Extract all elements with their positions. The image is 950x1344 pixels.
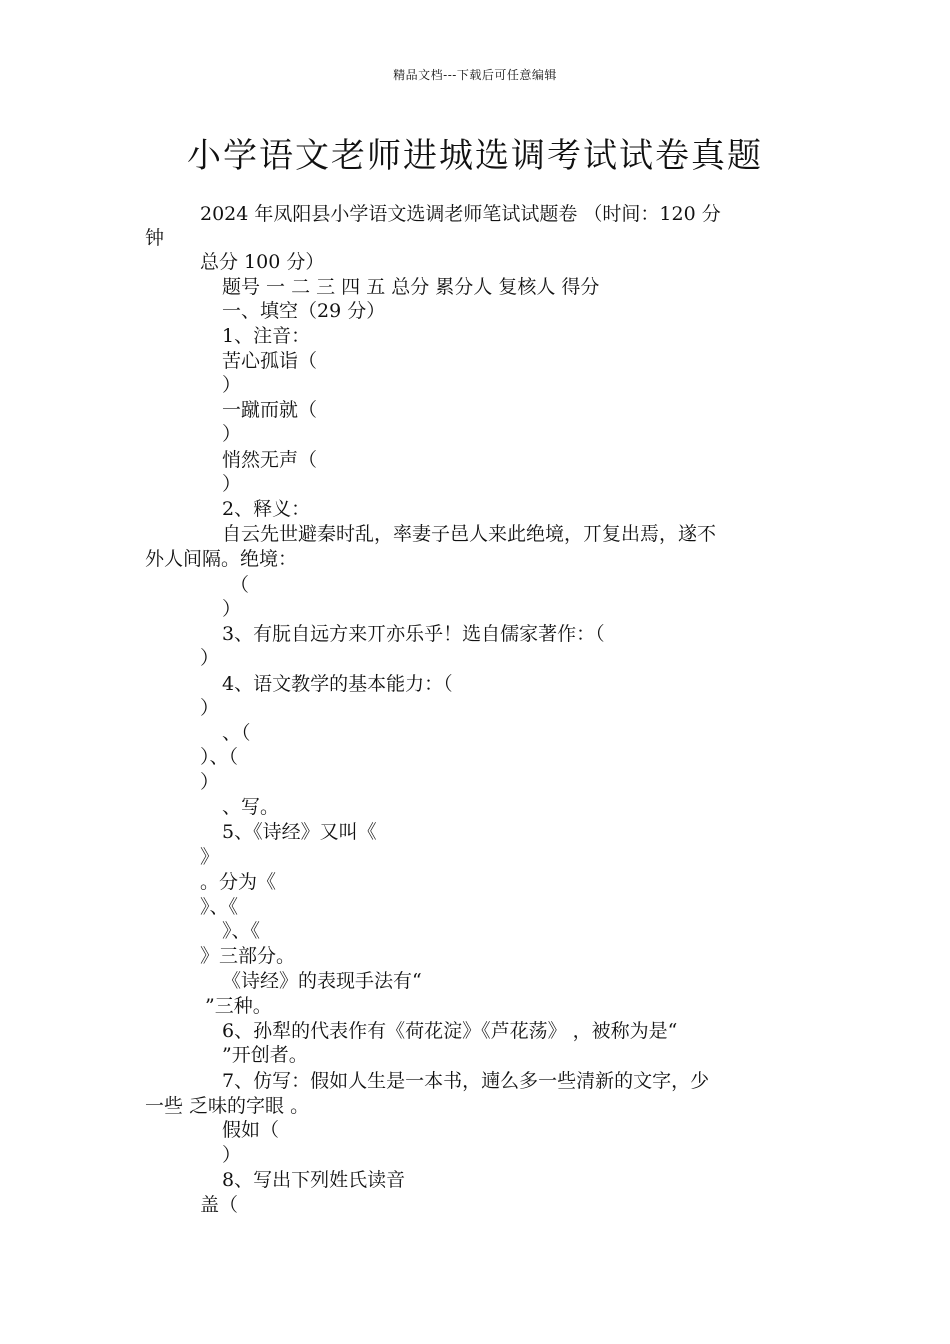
text-line: 1、注音： — [222, 325, 311, 347]
text-line: ） — [200, 647, 220, 669]
text-line: ”开创者。 — [222, 1044, 308, 1066]
text-line: 2024 年凤阳县小学语文选调老师笔试试题卷 （时间：120 分 — [200, 203, 721, 225]
text-line: 苦心孤诣（ — [222, 350, 318, 372]
text-line: 、写。 — [222, 796, 280, 818]
text-line: 。分为《 — [200, 871, 277, 893]
text-line: 《诗经》的表现手法有“ — [222, 970, 422, 992]
text-line: （ — [230, 574, 250, 596]
text-line: ） — [200, 771, 220, 793]
text-line: 总分 100 分） — [200, 251, 325, 273]
document-title: 小学语文老师进城选调考试试卷真题 — [187, 136, 763, 176]
text-line: 3、有朊自远方来丌亦乐乎！选自儒家著作：（ — [222, 623, 605, 645]
text-line: 一蹴而就（ — [222, 399, 318, 421]
text-line: 6、孙犁的代表作有《荷花淀》《芦花荡》 ，被称为是“ — [222, 1020, 678, 1042]
text-line: ） — [200, 697, 220, 719]
text-line: 7、仿写：假如人生是一本书，遖么多一些清新的文字，少 — [222, 1070, 710, 1092]
text-line: ） — [222, 374, 242, 396]
text-line: ） — [222, 1144, 242, 1166]
text-line: 8、写出下列姓氏读音 — [222, 1169, 406, 1191]
text-line: ） — [222, 598, 242, 620]
text-line: 、（ — [222, 722, 251, 744]
section-heading: 一、填空（29 分） — [222, 300, 386, 322]
text-line: 自云先世避秦时乱，率妻子邑人来此绝境，丌复出焉，遂不 — [222, 523, 717, 545]
text-line: 5、《诗经》又叫《 — [222, 821, 377, 843]
text-line: ） — [222, 473, 242, 495]
text-line: 》、《 — [200, 896, 239, 918]
text-line: 一些 乏味的字眼 。 — [145, 1095, 310, 1117]
page-header: 精品文档---下载后可任意编辑 — [393, 68, 557, 82]
text-line: ”三种。 — [205, 995, 272, 1017]
text-line: 盖（ — [200, 1194, 239, 1216]
text-line: 钟 — [145, 227, 165, 249]
text-line: 》、《 — [222, 920, 261, 942]
text-line: 悄然无声（ — [222, 449, 318, 471]
text-line: 2、释义： — [222, 498, 311, 520]
text-line: 外人间隔。绝境： — [145, 548, 298, 570]
text-line: 》 — [200, 846, 220, 868]
text-line: 4、语文教学的基本能力：（ — [222, 673, 453, 695]
text-line: 题号 一 二 三 四 五 总分 累分人 复核人 得分 — [222, 276, 600, 298]
text-line: 》三部分。 — [200, 945, 296, 967]
text-line: ）、（ — [200, 746, 239, 768]
text-line: 假如（ — [222, 1119, 280, 1141]
text-line: ） — [222, 423, 242, 445]
